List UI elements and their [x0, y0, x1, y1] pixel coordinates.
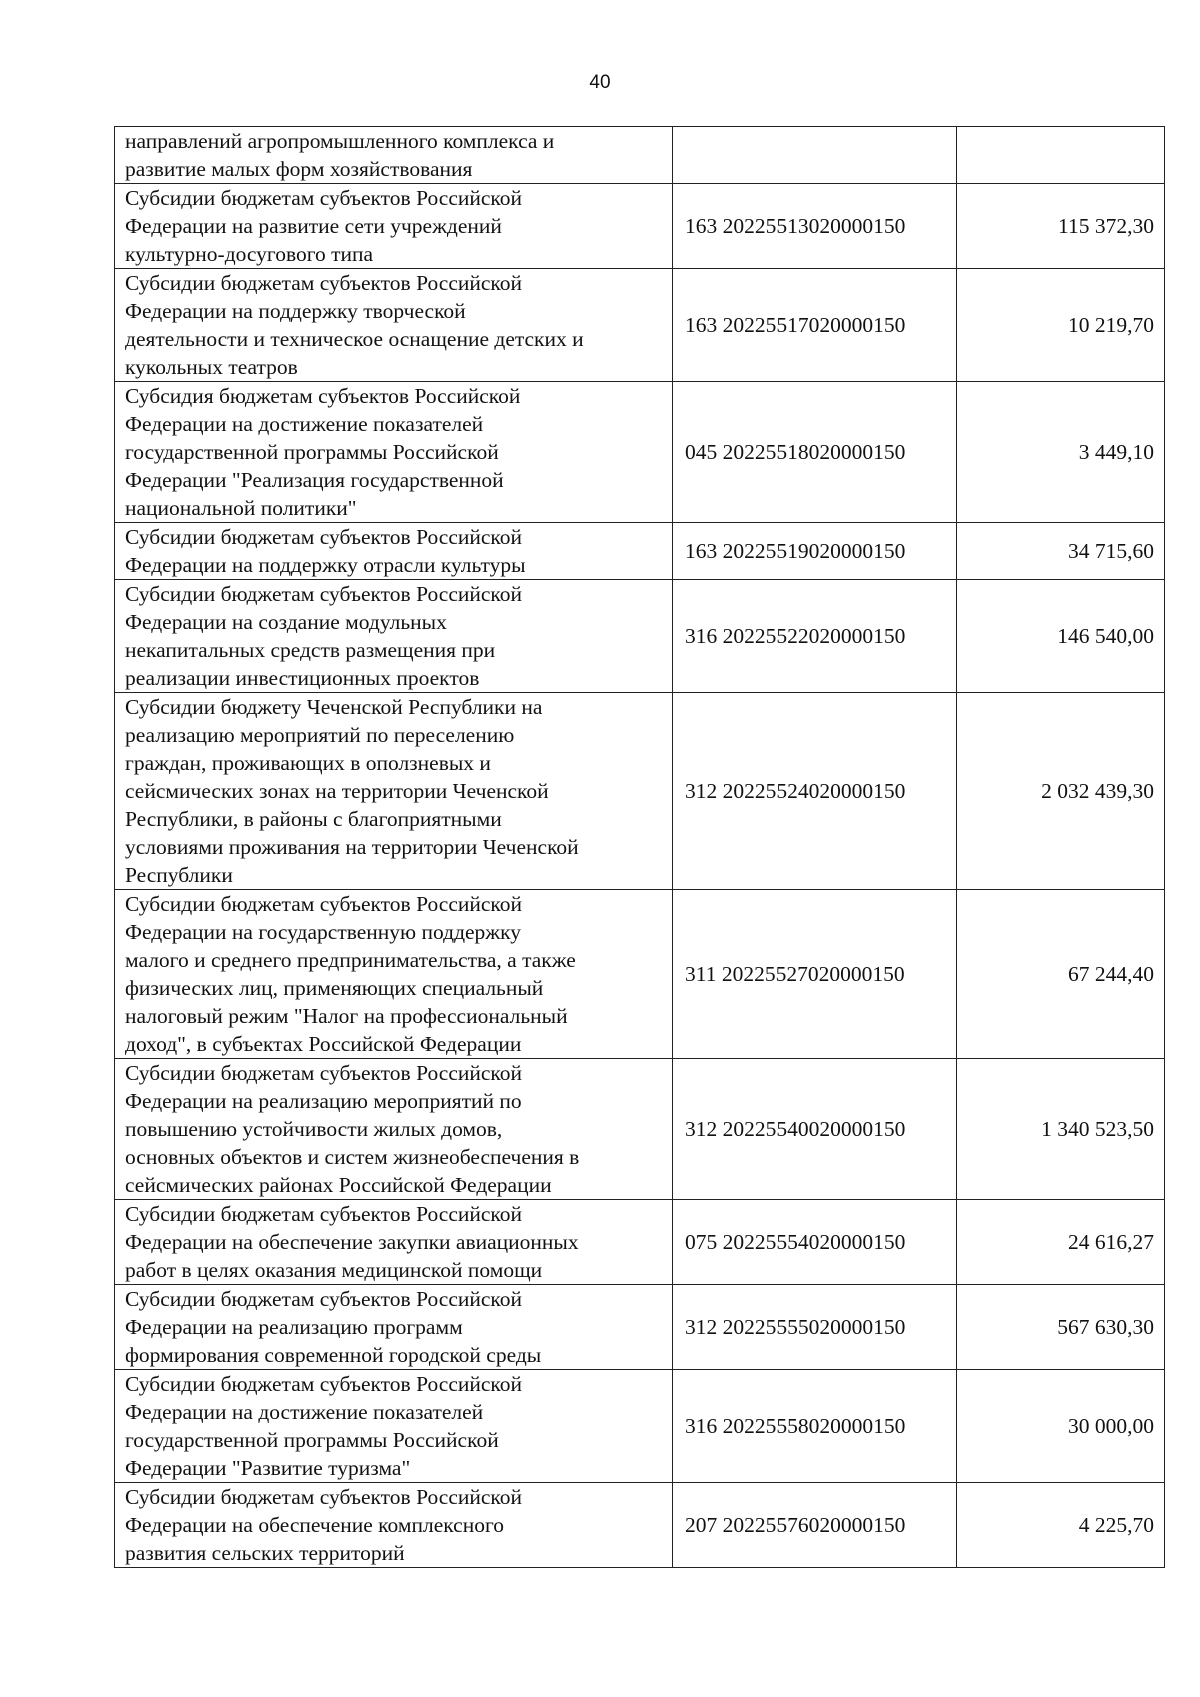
subsidy-name-line: условиями проживания на территории Чеченской — [125, 835, 579, 859]
subsidy-name-cell — [115, 382, 673, 523]
subsidy-name-line: Федерации на достижение показателей — [125, 1400, 484, 1424]
subsidy-name-line: Республики — [125, 863, 233, 887]
subsidy-name-cell — [115, 269, 673, 382]
subsidy-name-cell — [115, 1200, 673, 1285]
subsidy-name-line: национальной политики" — [125, 496, 357, 520]
subsidy-name-line: Федерации на поддержку творческой — [125, 299, 466, 323]
subsidy-name-line: Федерации на обеспечение закупки авиационных — [125, 1230, 579, 1254]
subsidy-name-cell — [115, 1483, 673, 1568]
subsidy-name-line: доход", в субъектах Российской Федерации — [125, 1032, 522, 1056]
table-row — [115, 1200, 1165, 1285]
subsidy-name-line: культурно-досугового типа — [125, 242, 374, 266]
subsidy-name-line: реализацию мероприятий по переселению — [125, 723, 515, 747]
table-row — [115, 693, 1165, 890]
subsidy-name-cell — [115, 127, 673, 184]
subsidy-name-line: Федерации на развитие сети учреждений — [125, 214, 502, 238]
subsidy-name-line: налоговый режим "Налог на профессиональный — [125, 1004, 568, 1028]
page-number: 40 — [589, 72, 611, 93]
subsidy-name-line: Федерации на создание модульных — [125, 610, 447, 634]
subsidy-name-line: Субсидии бюджетам субъектов Российской — [125, 582, 523, 606]
subsidy-name-line: Федерации "Реализация государственной — [125, 468, 504, 492]
amount-cell: 567 630,30 — [957, 1285, 1165, 1370]
subsidy-name-line: Федерации на реализацию программ — [125, 1315, 463, 1339]
subsidy-name-cell — [115, 890, 673, 1059]
subsidy-name-line: Субсидии бюджетам субъектов Российской — [125, 1485, 523, 1509]
subsidy-name-cell — [115, 693, 673, 890]
amount-cell: 34 715,60 — [957, 523, 1165, 580]
subsidy-name-line: Республики, в районы с благоприятными — [125, 807, 502, 831]
budget-code-cell: 045 20225518020000150 — [673, 382, 957, 523]
subsidy-name-line: некапитальных средств размещения при — [125, 638, 496, 662]
subsidy-name-line: Субсидии бюджетам субъектов Российской — [125, 1061, 523, 1085]
subsidy-name-line: граждан, проживающих в оползневых и — [125, 751, 491, 775]
subsidy-name-line: Субсидии бюджетам субъектов Российской — [125, 1372, 523, 1396]
budget-code-cell: 316 20225522020000150 — [673, 580, 957, 693]
table-row — [115, 890, 1165, 1059]
table-row — [115, 580, 1165, 693]
subsidy-name-cell — [115, 1059, 673, 1200]
subsidy-name-line: развитие малых форм хозяйствования — [125, 157, 473, 181]
amount-cell: 24 616,27 — [957, 1200, 1165, 1285]
subsidy-name-line: сейсмических зонах на территории Чеченской — [125, 779, 549, 803]
subsidy-name-line: кукольных театров — [125, 355, 298, 379]
subsidy-name-cell — [115, 1370, 673, 1483]
budget-code-cell — [673, 127, 957, 184]
budget-code-cell: 312 20225540020000150 — [673, 1059, 957, 1200]
amount-cell: 2 032 439,30 — [957, 693, 1165, 890]
subsidy-name-line: работ в целях оказания медицинской помощи — [125, 1258, 543, 1282]
budget-code-cell: 163 20225517020000150 — [673, 269, 957, 382]
amount-cell: 4 225,70 — [957, 1483, 1165, 1568]
subsidy-name-cell — [115, 1285, 673, 1370]
budget-code-cell: 316 20225558020000150 — [673, 1370, 957, 1483]
table-row — [115, 127, 1165, 184]
subsidy-name-line: основных объектов и систем жизнеобеспечения в — [125, 1145, 580, 1169]
subsidy-name-line: повышению устойчивости жилых домов, — [125, 1117, 503, 1141]
table-row — [115, 269, 1165, 382]
amount-cell: 67 244,40 — [957, 890, 1165, 1059]
table-row — [115, 382, 1165, 523]
amount-cell: 3 449,10 — [957, 382, 1165, 523]
subsidy-name-line: Субсидии бюджетам субъектов Российской — [125, 525, 523, 549]
subsidy-name-line: реализации инвестиционных проектов — [125, 666, 480, 690]
subsidy-name-line: развития сельских территорий — [125, 1541, 405, 1565]
budget-table — [114, 126, 1165, 1568]
budget-code-cell: 311 20225527020000150 — [673, 890, 957, 1059]
subsidy-name-cell — [115, 580, 673, 693]
subsidy-name-line: Федерации на достижение показателей — [125, 412, 484, 436]
subsidy-name-line: Федерации на государственную поддержку — [125, 920, 522, 944]
subsidy-name-line: малого и среднего предпринимательства, а также — [125, 948, 576, 972]
subsidy-name-line: Субсидии бюджетам субъектов Российской — [125, 271, 523, 295]
subsidy-name-line: Федерации на реализацию мероприятий по — [125, 1089, 522, 1113]
subsidy-name-line: Федерации на обеспечение комплексного — [125, 1513, 504, 1537]
budget-code-cell: 163 20225513020000150 — [673, 184, 957, 269]
subsidy-name-line: Субсидии бюджетам субъектов Российской — [125, 1287, 523, 1311]
subsidy-name-line: физических лиц, применяющих специальный — [125, 976, 544, 1000]
subsidy-name-line: сейсмических районах Российской Федерации — [125, 1173, 552, 1197]
subsidy-name-line: деятельности и техническое оснащение детских и — [125, 327, 584, 351]
table-row — [115, 523, 1165, 580]
budget-code-cell: 163 20225519020000150 — [673, 523, 957, 580]
subsidy-name-line: формирования современной городской среды — [125, 1343, 542, 1367]
subsidy-name-cell — [115, 184, 673, 269]
subsidy-name-line: Федерации "Развитие туризма" — [125, 1456, 411, 1480]
table-row — [115, 1483, 1165, 1568]
subsidy-name-line: Федерации на поддержку отрасли культуры — [125, 553, 526, 577]
amount-cell: 1 340 523,50 — [957, 1059, 1165, 1200]
subsidy-name-line: Субсидии бюджету Чеченской Республики на — [125, 695, 543, 719]
table-row — [115, 1285, 1165, 1370]
subsidy-name-line: Субсидии бюджетам субъектов Российской — [125, 186, 523, 210]
amount-cell: 10 219,70 — [957, 269, 1165, 382]
subsidy-name-cell — [115, 523, 673, 580]
budget-code-cell: 075 20225554020000150 — [673, 1200, 957, 1285]
subsidy-name-line: государственной программы Российской — [125, 440, 499, 464]
subsidy-name-line: направлений агропромышленного комплекса и — [125, 129, 555, 153]
table-row — [115, 1370, 1165, 1483]
budget-table-body — [115, 127, 1165, 1568]
subsidy-name-line: Субсидия бюджетам субъектов Российской — [125, 384, 521, 408]
amount-cell: 30 000,00 — [957, 1370, 1165, 1483]
amount-cell — [957, 127, 1165, 184]
table-row — [115, 1059, 1165, 1200]
subsidy-name-line: государственной программы Российской — [125, 1428, 499, 1452]
budget-code-cell: 312 20225524020000150 — [673, 693, 957, 890]
subsidy-name-line: Субсидии бюджетам субъектов Российской — [125, 1202, 523, 1226]
amount-cell: 146 540,00 — [957, 580, 1165, 693]
subsidy-name-line: Субсидии бюджетам субъектов Российской — [125, 892, 523, 916]
budget-code-cell: 312 20225555020000150 — [673, 1285, 957, 1370]
table-row — [115, 184, 1165, 269]
budget-code-cell: 207 20225576020000150 — [673, 1483, 957, 1568]
amount-cell: 115 372,30 — [957, 184, 1165, 269]
